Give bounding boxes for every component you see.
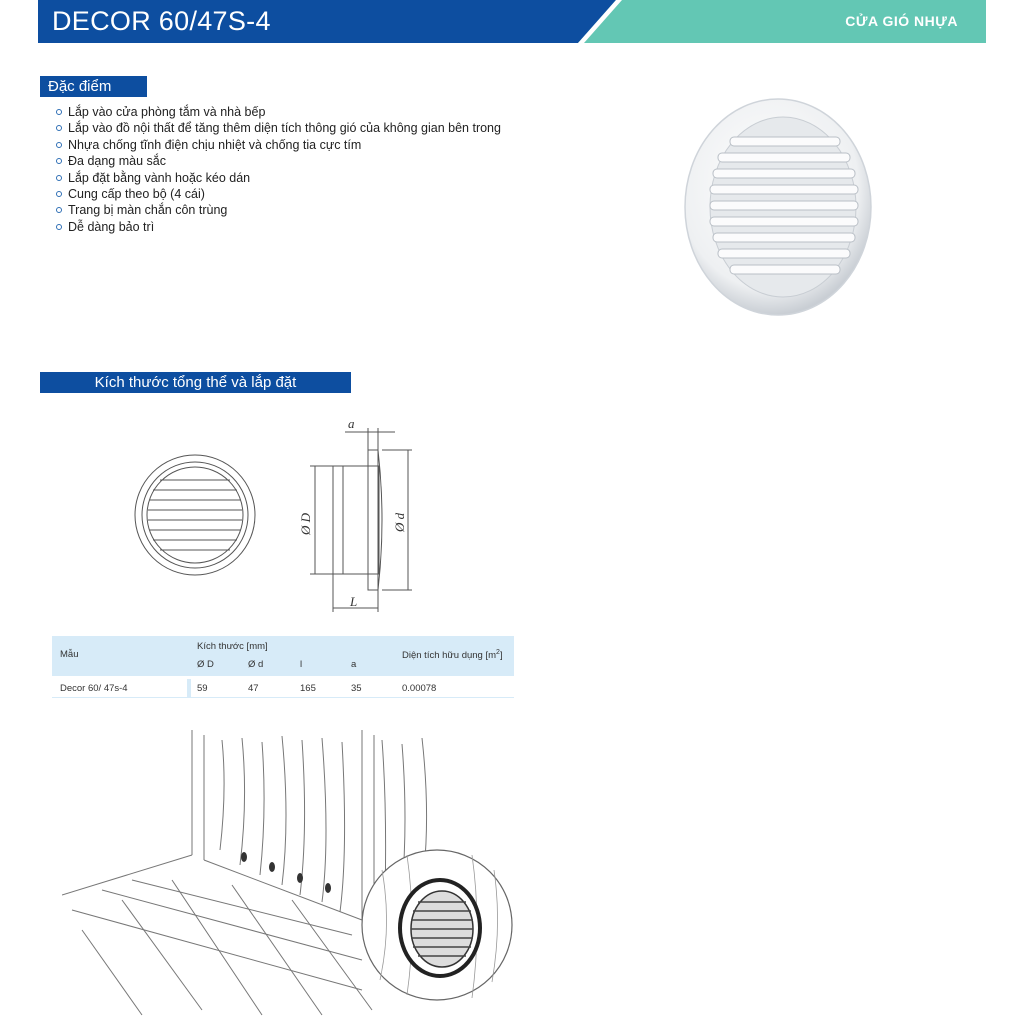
header-banner [38,0,986,43]
dimension-drawing [120,410,420,620]
cell-model: Decor 60/ 47s-4 [60,683,128,694]
features-list [56,104,501,235]
installation-illustration [62,730,522,1020]
column-separator [187,679,191,697]
bullet-icon [56,109,62,115]
cell-l: 165 [300,683,316,694]
feature-item: Lắp vào cửa phòng tắm và nhà bếp [56,104,501,120]
bullet-icon [56,191,62,197]
dimensions-heading: Kích thước tổng thể và lắp đặt [40,372,351,393]
feature-item: Đa dạng màu sắc [56,153,501,169]
feature-item: Lắp đặt bằng vành hoặc kéo dán [56,170,501,186]
cell-D: 59 [197,683,208,694]
col-D-header: Ø D [197,659,214,670]
bullet-icon [56,158,62,164]
feature-item: Trang bị màn chắn côn trùng [56,202,501,218]
table-row [52,679,514,698]
bullet-icon [56,207,62,213]
product-title: DECOR 60/47S-4 [52,6,271,36]
dim-label-d: Ø d [392,512,407,532]
product-category: CỬA GIÓ NHỰA [845,13,958,29]
dim-label-D: Ø D [298,512,313,535]
bullet-icon [56,125,62,131]
col-area-header: Diện tích hữu dụng $[m^2]$ [402,649,503,662]
cell-area: 0.00078 [402,683,437,694]
bullet-icon [56,142,62,148]
col-l-header: l [300,659,303,670]
feature-item: Lắp vào đồ nội thất để tăng thêm diện tích thông gió của không gian bên trong [56,120,501,136]
dim-label-L: L [350,594,358,609]
bullet-icon [56,175,62,181]
features-heading: Đặc điểm [40,76,147,97]
cell-a: 35 [351,683,362,694]
dim-label-a: a [348,416,355,431]
col-d-header: Ø d [248,659,264,670]
col-dimensions-header: Kích thước [mm] [197,641,268,652]
col-model-header: Mẫu [60,649,79,660]
bullet-icon [56,224,62,230]
feature-item: Nhựa chống tĩnh điện chịu nhiệt và chống tia cực tím [56,137,501,153]
feature-item: Cung cấp theo bộ (4 cái) [56,186,501,202]
feature-item: Dễ dàng bảo trì [56,219,501,235]
cell-d: 47 [248,683,259,694]
col-a-header: a [351,659,357,670]
product-image [680,95,880,320]
